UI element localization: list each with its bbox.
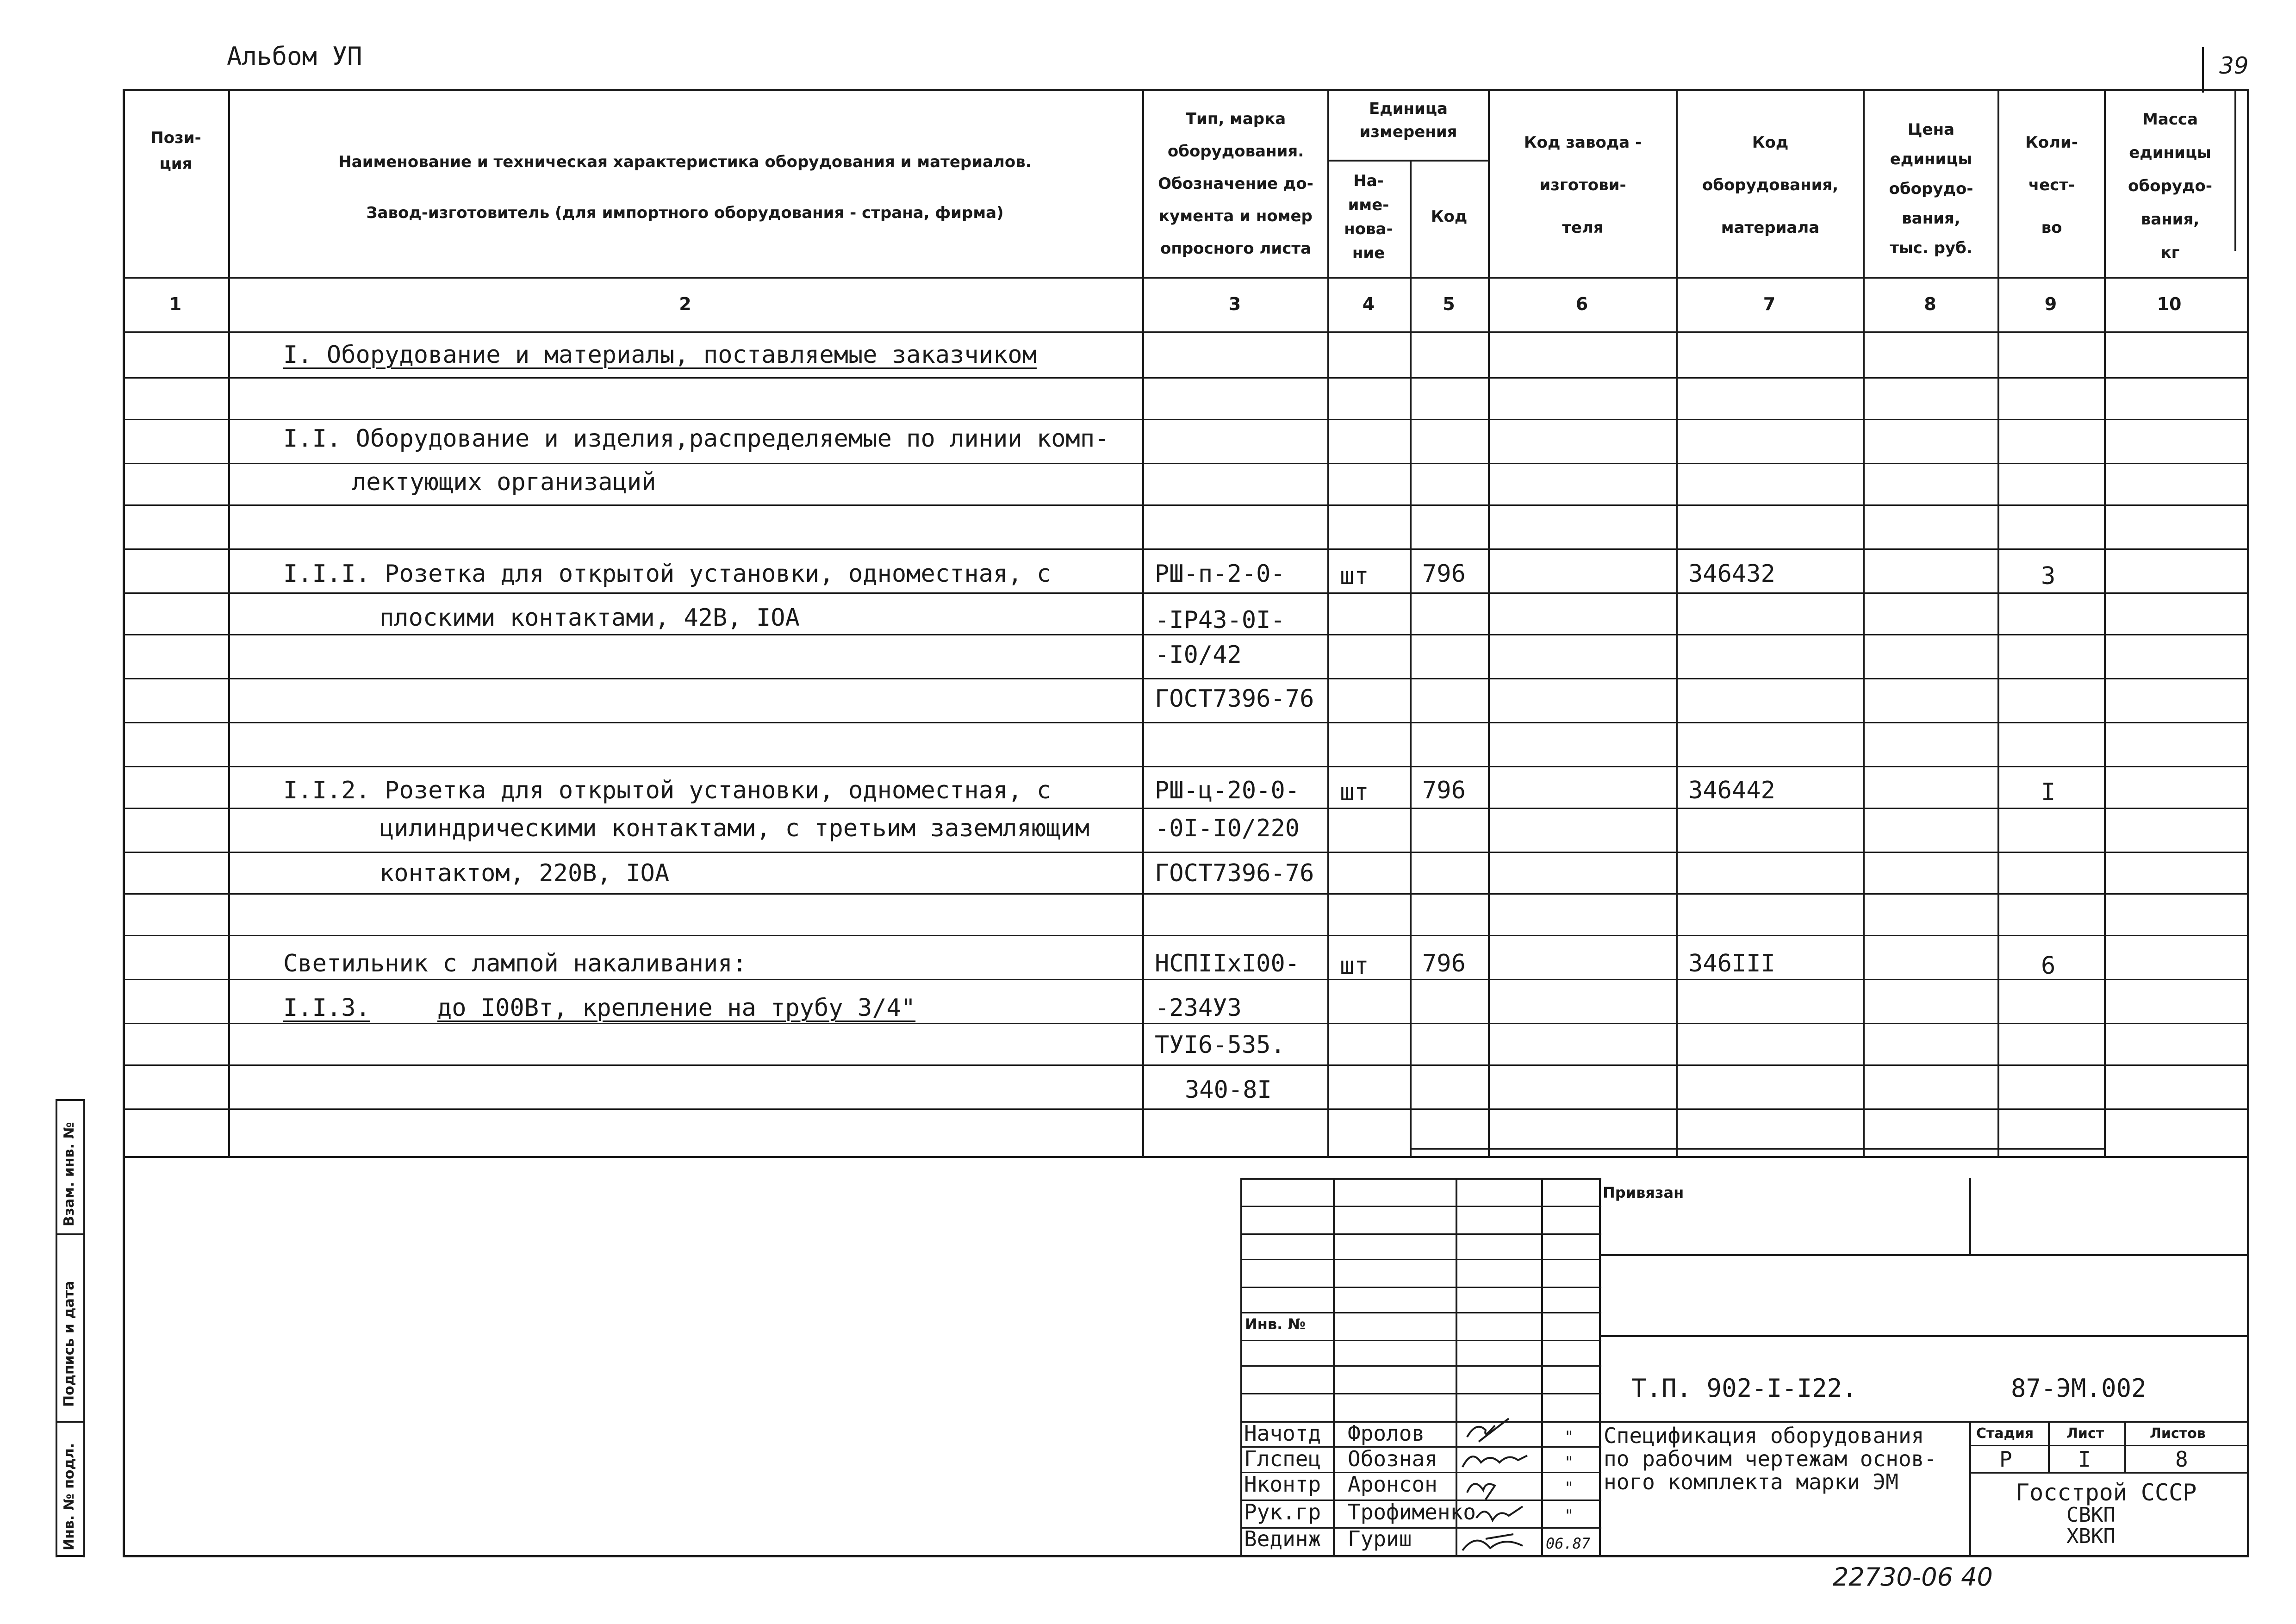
item-3-type-c: ТУI6-535. — [1155, 1031, 1285, 1059]
role-group-lead: Рук.гр — [1244, 1500, 1321, 1524]
archive-number: 22730-06 40 — [1833, 1562, 1993, 1592]
name-trofimenko: Трофименко — [1348, 1500, 1476, 1524]
item-3-unit: шт — [1340, 952, 1369, 980]
item-1-unit: шт — [1340, 562, 1369, 590]
item-2-name-b: цилиндрическими контактами, с третьим заземляющим — [380, 815, 1090, 842]
col-header-unit-code: Код — [1431, 207, 1468, 226]
section-11-title-b: лектующих организаций — [352, 468, 656, 496]
name-aronson: Аронсон — [1348, 1472, 1437, 1497]
item-3-equipment-code: 346III — [1688, 950, 1775, 977]
item-3-type-b: -234У3 — [1155, 994, 1242, 1022]
item-3-quantity: 6 — [2041, 952, 2056, 980]
item-2-equipment-code: 346442 — [1688, 777, 1775, 804]
stage-value: Р — [1999, 1447, 2012, 1472]
role-head: Начотд — [1244, 1421, 1321, 1446]
item-1-type-b: -IP43-0I- — [1155, 606, 1285, 634]
role-norm-control: Нконтр — [1244, 1472, 1321, 1497]
item-2-unit: шт — [1340, 778, 1369, 806]
date-2: " — [1564, 1453, 1574, 1472]
col-header-name: Наименование и техническая характеристика оборудования и материалов. Завод-изготовитель (для импортного оборудования - страна, фирма) — [338, 153, 1032, 222]
col-header-type: Тип, марка оборудования. Обозначение до- кумента и номер опросного листа — [1158, 110, 1313, 258]
item-2-name-a: I.I.2. Розетка для открытой установки, одноместная, с — [283, 777, 1052, 804]
item-1-quantity: 3 — [2041, 562, 2056, 590]
col-number-3: 3 — [1228, 294, 1241, 314]
name-frolov: Фролов — [1348, 1421, 1425, 1446]
item-2-type-c: ГОСТ7396-76 — [1155, 859, 1314, 887]
item-2-name-c: контактом, 220В, IOA — [380, 859, 670, 887]
date-4: " — [1564, 1506, 1574, 1525]
project-number: Т.П. 902-I-I22. — [1631, 1374, 1857, 1403]
stage-label: Стадия — [1976, 1425, 2034, 1442]
item-1-type-a: РШ-п-2-0- — [1155, 560, 1285, 588]
col-number-9: 9 — [2044, 294, 2057, 314]
item-1-name-b: плоскими контактами, 42В, IOA — [380, 604, 800, 632]
organization-c: ХВКП — [2066, 1524, 2116, 1548]
signatures-drawing — [1458, 1416, 1546, 1557]
col-number-6: 6 — [1575, 294, 1588, 314]
sheets-label: Листов — [2150, 1425, 2206, 1442]
item-1-equipment-code: 346432 — [1688, 560, 1775, 588]
role-chief-spec: Глспец — [1244, 1446, 1321, 1471]
name-oboznaya: Обозная — [1348, 1446, 1437, 1471]
section-11-title-a: I.I. Оборудование и изделия,распределяемые по линии комп- — [283, 425, 1109, 453]
col-number-10: 10 — [2157, 294, 2182, 314]
sheet-value: I — [2078, 1447, 2091, 1472]
date-3: " — [1564, 1479, 1574, 1497]
date-5: 06.87 — [1546, 1535, 1591, 1552]
item-2-unit-code: 796 — [1422, 777, 1466, 804]
document-code: 87-ЭМ.002 — [2011, 1374, 2147, 1403]
item-3-name-b: до I00Вт, крепление на трубу 3/4" — [437, 994, 916, 1022]
sheets-value: 8 — [2175, 1447, 2188, 1472]
section-1-title: I. Оборудование и материалы, поставляемые заказчиком — [283, 341, 1037, 369]
item-3-name-a: Светильник с лампой накаливания: — [283, 950, 747, 977]
col-header-mass: Масса единицы оборудо- вания, кг — [2128, 110, 2212, 262]
item-1-unit-code: 796 — [1422, 560, 1466, 588]
col-header-price: Цена единицы оборудо- вания, тыс. руб. — [1889, 120, 1973, 257]
item-2-type-b: -0I-I0/220 — [1155, 815, 1300, 842]
col-number-1: 1 — [169, 294, 182, 314]
page-number: 39 — [2219, 52, 2249, 79]
item-1-type-c: -I0/42 — [1155, 641, 1242, 669]
item-2-quantity: I — [2041, 778, 2056, 806]
stamp-signature-date: Подпись и дата — [61, 1281, 77, 1407]
inventory-number-label: Инв. № — [1245, 1315, 1306, 1333]
sheet-label: Лист — [2066, 1425, 2104, 1442]
date-1: " — [1564, 1428, 1574, 1446]
item-1-type-d: ГОСТ7396-76 — [1155, 685, 1314, 713]
stamp-replaced-inv: Взам. инв. № — [61, 1122, 77, 1226]
col-header-unit-name: На- име- нова- ние — [1344, 172, 1393, 262]
stamp-original-inv: Инв. № подл. — [61, 1443, 77, 1550]
item-1-name-a: I.I.I. Розетка для открытой установки, одноместная, с — [283, 560, 1052, 588]
item-2-type-a: РШ-ц-20-0- — [1155, 777, 1300, 804]
col-header-equipment-code: Код оборудования, материала — [1702, 133, 1839, 237]
role-lead-engineer: Вединж — [1244, 1526, 1321, 1551]
col-number-5: 5 — [1443, 294, 1455, 314]
organization-a: Госстрой СССР — [2016, 1479, 2197, 1506]
col-number-7: 7 — [1763, 294, 1776, 314]
name-gurish: Гуриш — [1348, 1526, 1412, 1551]
bound-label: Привязан — [1603, 1184, 1684, 1201]
item-3-type-a: НСПIIxI00- — [1155, 950, 1300, 977]
item-3-position: I.I.3. — [283, 994, 370, 1022]
document-title-b: по рабочим чертежам основ- — [1604, 1446, 1937, 1471]
col-header-position: Пози- ция — [150, 129, 201, 173]
col-header-plant-code: Код завода - изготови- теля — [1524, 133, 1642, 237]
col-header-unit-group: Единица измерения — [1359, 100, 1457, 141]
item-3-type-d: 340-8I — [1185, 1076, 1272, 1104]
item-3-unit-code: 796 — [1422, 950, 1466, 977]
organization-b: СВКП — [2066, 1503, 2116, 1527]
document-title-a: Спецификация оборудования — [1604, 1423, 1924, 1448]
document-title-c: ного комплекта марки ЭМ — [1604, 1469, 1898, 1494]
col-header-quantity: Коли- чест- во — [2025, 133, 2078, 237]
page-number-divider — [2202, 47, 2204, 93]
col-number-8: 8 — [1924, 294, 1936, 314]
col-number-2: 2 — [679, 294, 691, 314]
album-label: Альбом УП — [227, 42, 362, 71]
col-number-4: 4 — [1362, 294, 1375, 314]
